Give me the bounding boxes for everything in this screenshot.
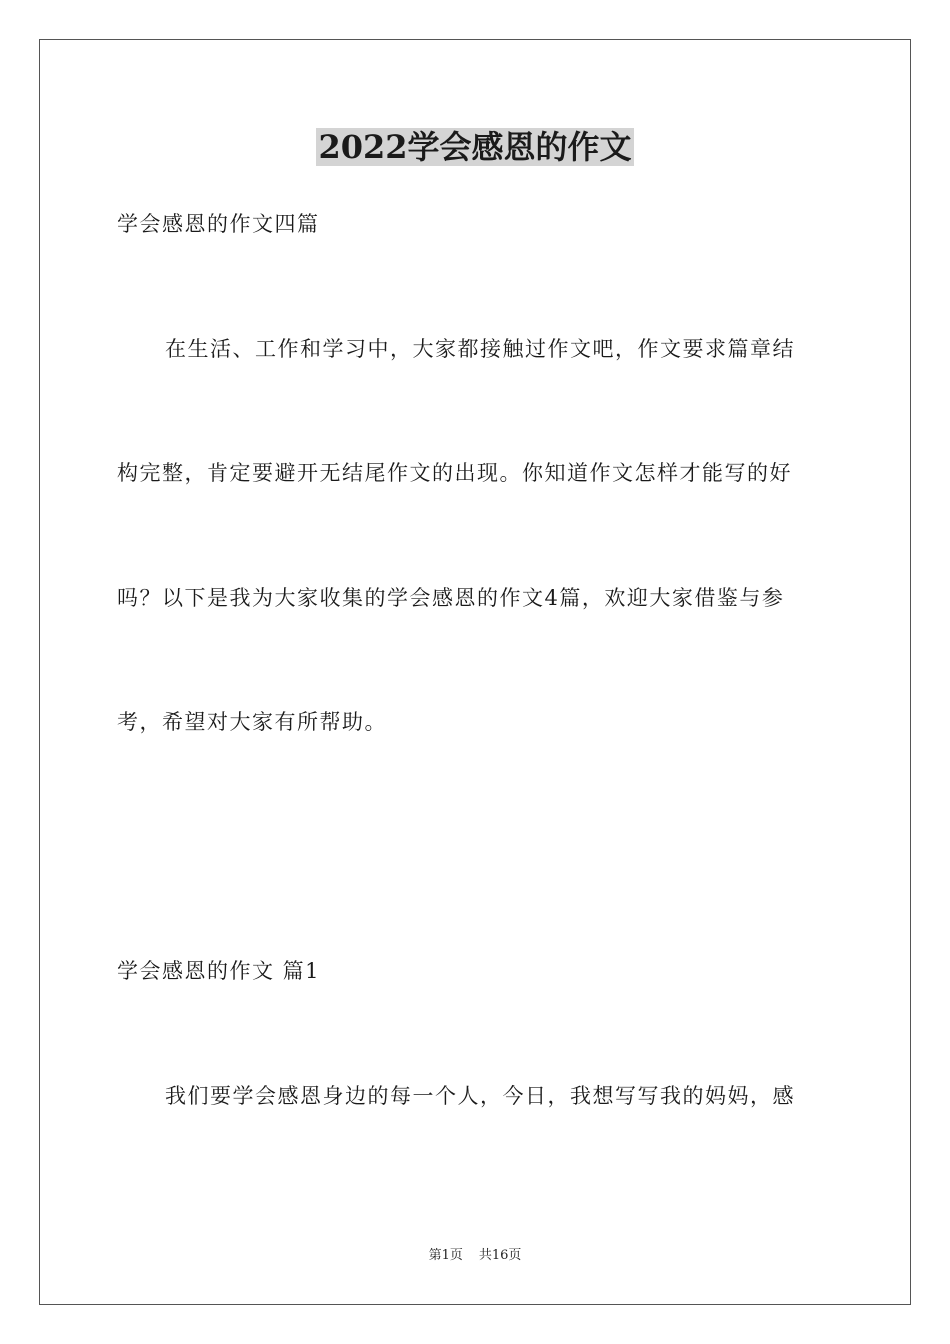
paragraph-line: 吗？以下是我为大家收集的学会感恩的作文4篇，欢迎大家借鉴与参	[117, 586, 785, 610]
document-title	[0, 126, 950, 168]
page-footer	[0, 1247, 950, 1265]
section-heading: 学会感恩的作文 篇1	[117, 959, 321, 983]
document-subtitle: 学会感恩的作文四篇	[117, 212, 320, 236]
paragraph-line: 我们要学会感恩身边的每一个人，今日，我想写写我的妈妈，感	[165, 1084, 795, 1108]
paragraph-line: 考，希望对大家有所帮助。	[117, 710, 387, 734]
page-number: 第1页	[428, 1248, 463, 1263]
paragraph-line: 在生活、工作和学习中，大家都接触过作文吧，作文要求篇章结	[165, 337, 795, 361]
document-title-text: 2022学会感恩的作文	[318, 128, 632, 166]
paragraph-line: 构完整，肯定要避开无结尾作文的出现。你知道作文怎样才能写的好	[117, 461, 792, 485]
page-total: 共16页	[478, 1248, 522, 1263]
